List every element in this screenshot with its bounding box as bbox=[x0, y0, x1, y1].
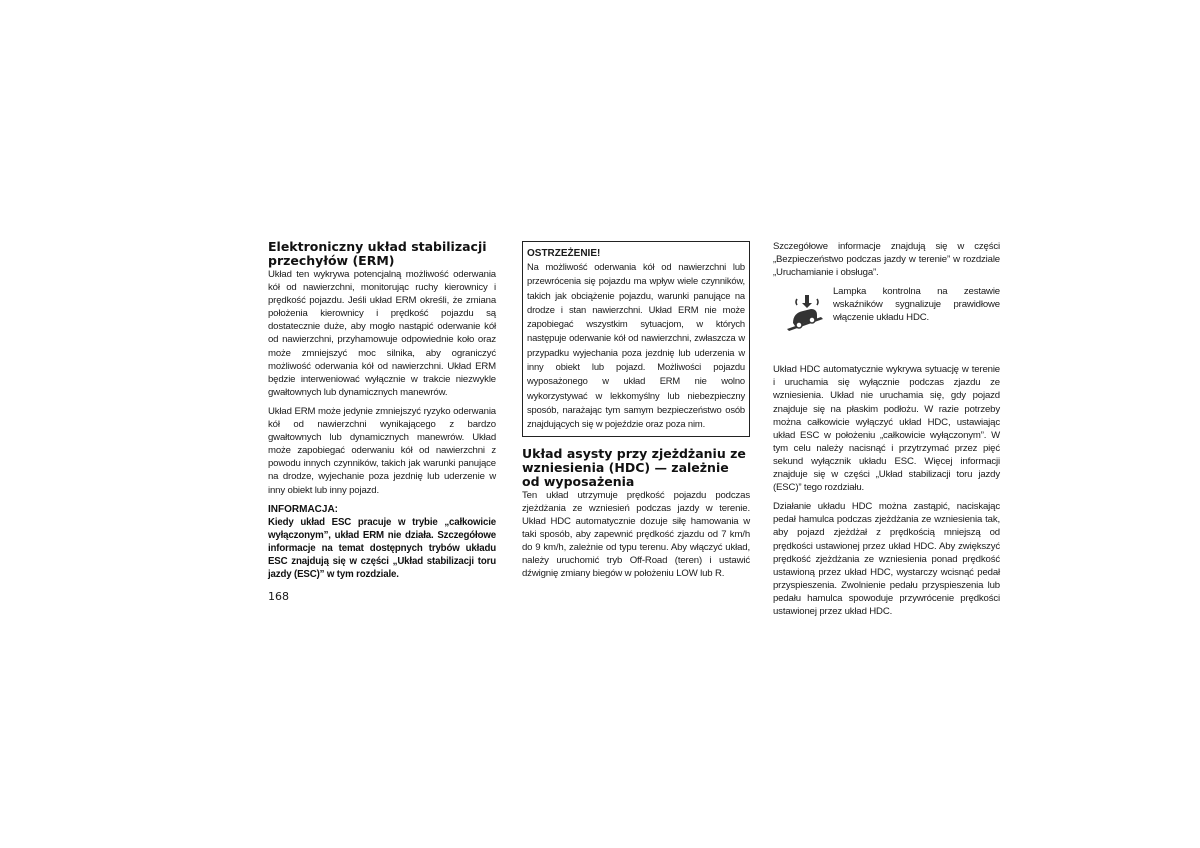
hdc-override-paragraph: Działanie układu HDC można zastąpić, naciskając pedał hamulca podczas zjeżdżania ze wzniesienia tak, aby pojazd zjeżdżał z prędkością mniejszą od prędkości ustawionej przez układ HDC. Aby zwiększyć prędkość zjeżdżania ze wzniesienia ponad prędkość ustawioną przez układ HDC, wystarczy wcisnąć pedał przyspieszenia. Zwolnienie pedału przyspieszenia lub pedału hamulca spowoduje przywrócenie prędkości ustawionej przez układ HDC. bbox=[773, 501, 1000, 617]
erm-heading: Elektroniczny układ stabilizacji przechyłów (ERM) bbox=[268, 239, 487, 268]
right-column bbox=[773, 240, 1000, 618]
lamp-description: Lampka kontrolna na zestawie wskaźników sygnalizuje prawidłowe włączenie układu HDC. bbox=[833, 286, 1000, 324]
offroad-reference-paragraph: Szczegółowe informacje znajdują się w części „Bezpieczeństwo podczas jazdy w terenie” w rozdziale „Uruchamianie i obsługa”. bbox=[773, 241, 1000, 279]
warning-box bbox=[522, 241, 750, 437]
hdc-paragraph: Ten układ utrzymuje prędkość pojazdu podczas zjeżdżania ze wzniesień podczas jazdy w terenie. Układ HDC automatycznie dozuje siłę hamowania w taki sposób, aby zapewnić prędkość zjazdu od 7 km/h do 9 km/h, zależnie od typu terenu. Aby włączyć układ, należy uruchomić tryb Off-Road (teren) i ustawić dźwignię zmiany biegów w położeniu LOW lub R. bbox=[522, 489, 750, 580]
erm-paragraph-2: Układ ERM może jedynie zmniejszyć ryzyko oderwania kół od nawierzchni wynikającego z bardzo gwałtownych lub dynamicznych manewrów. Układ może zapobiegać oderwaniu kół od nawierzchni z powodu innych czynników, takich jak warunki panujące na drodze, wyjechanie poza jezdnię lub uderzenie w inny obiekt lub inny pojazd. bbox=[268, 405, 496, 496]
warning-text: Na możliwość oderwania kół od nawierzchni lub przewrócenia się pojazdu ma wpływ wiele czynników, takich jak obciążenie pojazdu, warunki panujące na drodze i stan nawierzchni. Układ ERM nie może zapobiegać wszystkim sytuacjom, w których następuje oderwanie kół od nawierzchni, zwłaszcza w przypadku wyjechania poza jezdnię lub uderzenia w inny obiekt lub pojazd. Możliwości pojazdu wyposażonego w układ ERM nie wolno wykorzystywać w lekkomyślny lub niebezpieczny sposób, narażając tym samym bezpieczeństwo osób znajdujących się w pojeździe oraz poza nim. bbox=[527, 261, 745, 430]
left-column bbox=[268, 240, 496, 581]
erm-paragraph-1: Układ ten wykrywa potencjalną możliwość oderwania kół od nawierzchni, monitorując ruchy kierownicy i prędkość pojazdu. Jeśli układ ERM określi, że zmiana położenia kierownicy i prędkość pojazdu są dostatecznie duże, aby mogło nastąpić oderwanie kół od nawierzchni, przyhamowuje odpowiednie koło oraz może zmniejszyć moc silnika, aby ograniczyć możliwość oderwania kół od nawierzchni. Układ ERM będzie interweniować wyłącznie w trakcie niezwykle gwałtownych lub dynamicznych manewrów. bbox=[268, 269, 496, 398]
info-label: INFORMACJA: bbox=[268, 503, 338, 515]
page-number: 168 bbox=[268, 590, 289, 603]
lamp-row bbox=[773, 285, 1000, 337]
hdc-heading: Układ asysty przy zjeżdżaniu ze wzniesienia (HDC) — zależnie od wyposażenia bbox=[522, 445, 746, 489]
info-text: Kiedy układ ESC pracuje w trybie „całkowicie wyłączonym”, układ ERM nie działa. Szczegółowe informacje na temat dostępnych trybów układu ESC znajdują się w części „Układ stabilizacji toru jazdy (ESC)” w tym rozdziale. bbox=[268, 516, 496, 580]
middle-column bbox=[522, 240, 750, 580]
hdc-warning-lamp-icon bbox=[781, 289, 829, 337]
warning-title: OSTRZEŻENIE! bbox=[527, 248, 601, 259]
hdc-auto-paragraph: Układ HDC automatycznie wykrywa sytuację w terenie i uruchamia się wyłącznie podczas zjazdu ze wzniesienia. Układ nie uruchamia się, gdy pojazd znajduje się na płaskim podłożu. W razie potrzeby można całkowicie wyłączyć układ HDC, ustawiając układ ESC w położeniu „całkowicie wyłączonym”. W tym celu należy nacisnąć i przytrzymać przez pięć sekund wyłącznik układu ESC. Więcej informacji znajduje się w części „Układ stabilizacji toru jazdy (ESC)” tego rozdziału. bbox=[773, 364, 1000, 494]
